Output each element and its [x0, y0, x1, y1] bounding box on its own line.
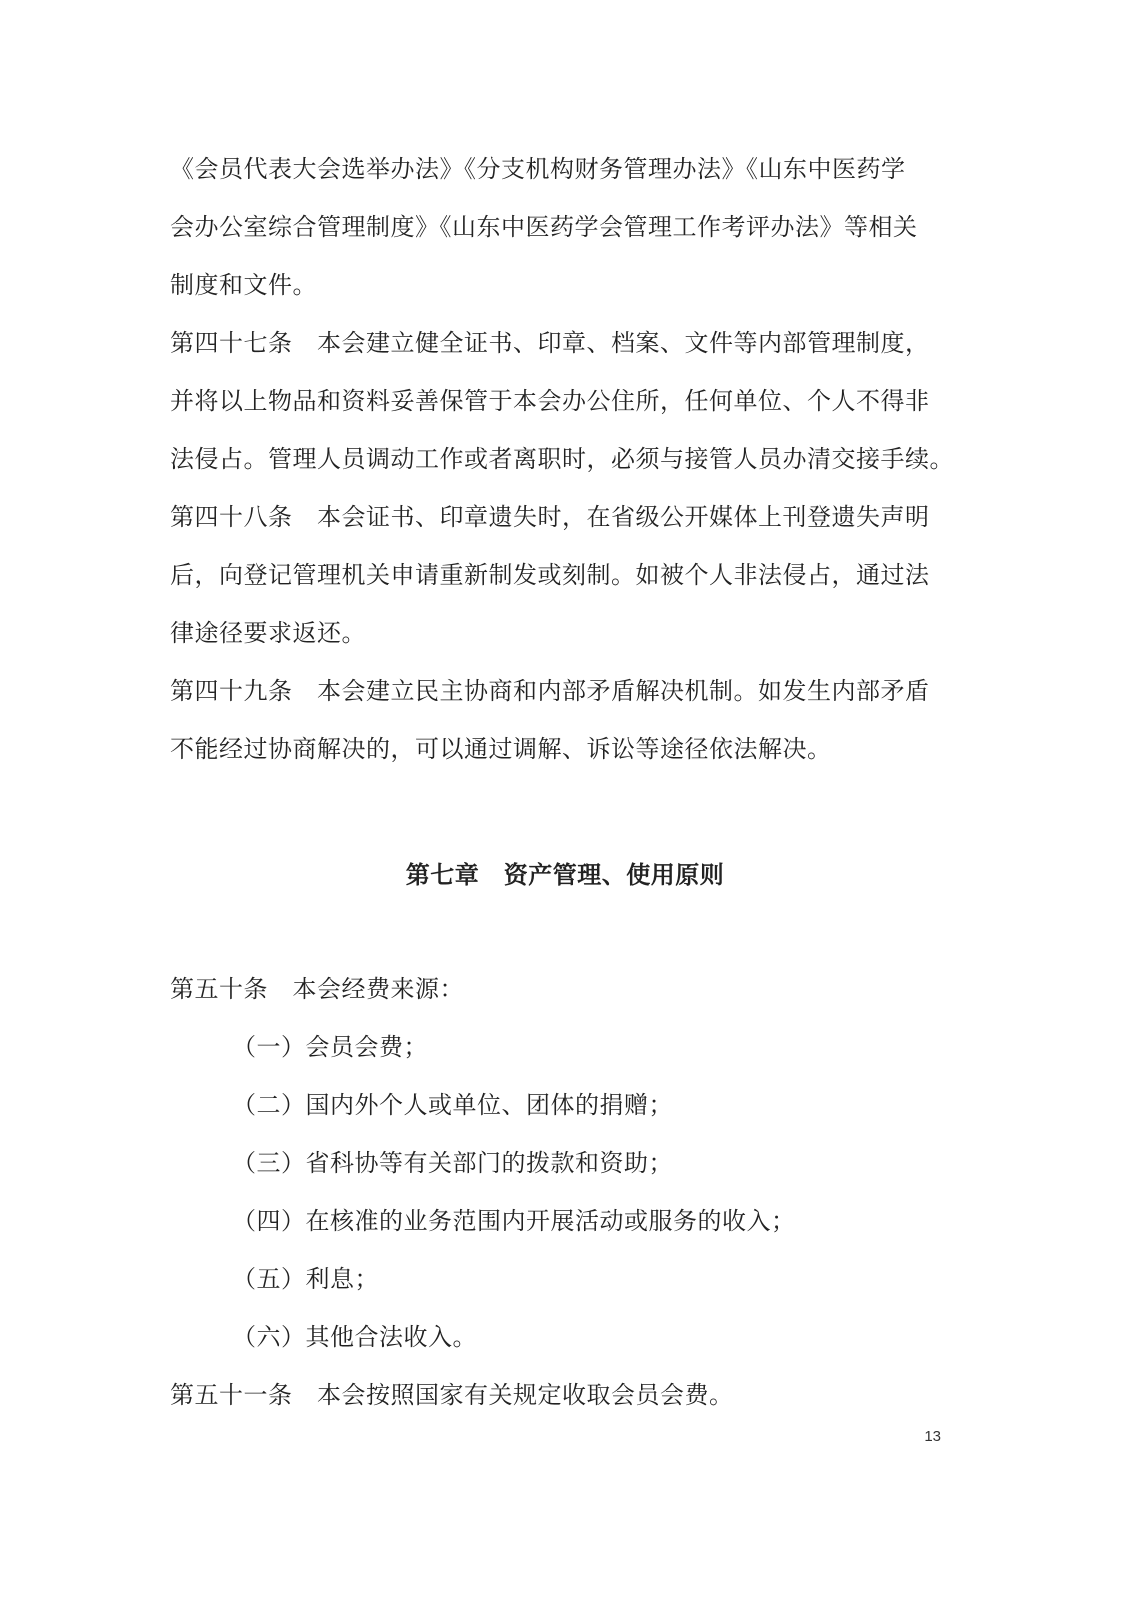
list-item: （三）省科协等有关部门的拨款和资助； [232, 1149, 673, 1177]
list-item: （一）会员会费； [232, 1033, 428, 1061]
list-item: （五）利息； [232, 1265, 379, 1293]
paragraph-line: 第四十七条 本会建立健全证书、印章、档案、文件等内部管理制度， [170, 329, 930, 357]
chapter-title: 第七章 资产管理、使用原则 [405, 860, 725, 889]
paragraph-line: 不能经过协商解决的，可以通过调解、诉讼等途径依法解决。 [170, 735, 832, 763]
paragraph-line: 第四十八条 本会证书、印章遗失时，在省级公开媒体上刊登遗失声明 [170, 503, 930, 531]
paragraph-line: 并将以上物品和资料妥善保管于本会办公住所，任何单位、个人不得非 [170, 387, 930, 415]
page-content [170, 140, 960, 1424]
article-47 [170, 314, 960, 488]
article-48 [170, 488, 960, 662]
article-heading: 第五十条 本会经费来源： [170, 975, 464, 1003]
page-number: 13 [924, 1428, 941, 1445]
paragraph-line: 法侵占。管理人员调动工作或者离职时，必须与接管人员办清交接手续。 [170, 445, 954, 473]
paragraph-line: 制度和文件。 [170, 271, 317, 299]
paragraph-line: 第四十九条 本会建立民主协商和内部矛盾解决机制。如发生内部矛盾 [170, 677, 930, 705]
article-50 [170, 960, 960, 1366]
article-51 [170, 1366, 960, 1424]
paragraph-line: 《会员代表大会选举办法》《分支机构财务管理办法》《山东中医药学 [170, 155, 906, 183]
paragraph-line: 会办公室综合管理制度》《山东中医药学会管理工作考评办法》等相关 [170, 213, 918, 241]
spacer [170, 904, 960, 960]
list-item: （四）在核准的业务范围内开展活动或服务的收入； [232, 1207, 796, 1235]
article-49 [170, 662, 960, 778]
paragraph-line: 后，向登记管理机关申请重新制发或刻制。如被个人非法侵占，通过法 [170, 561, 930, 589]
paragraph-line: 律途径要求返还。 [170, 619, 366, 647]
list-item: （六）其他合法收入。 [232, 1323, 477, 1351]
list-item: （二）国内外个人或单位、团体的捐赠； [232, 1091, 673, 1119]
paragraph-line: 第五十一条 本会按照国家有关规定收取会员会费。 [170, 1381, 734, 1409]
spacer [170, 778, 960, 846]
continued-paragraph [170, 140, 960, 314]
